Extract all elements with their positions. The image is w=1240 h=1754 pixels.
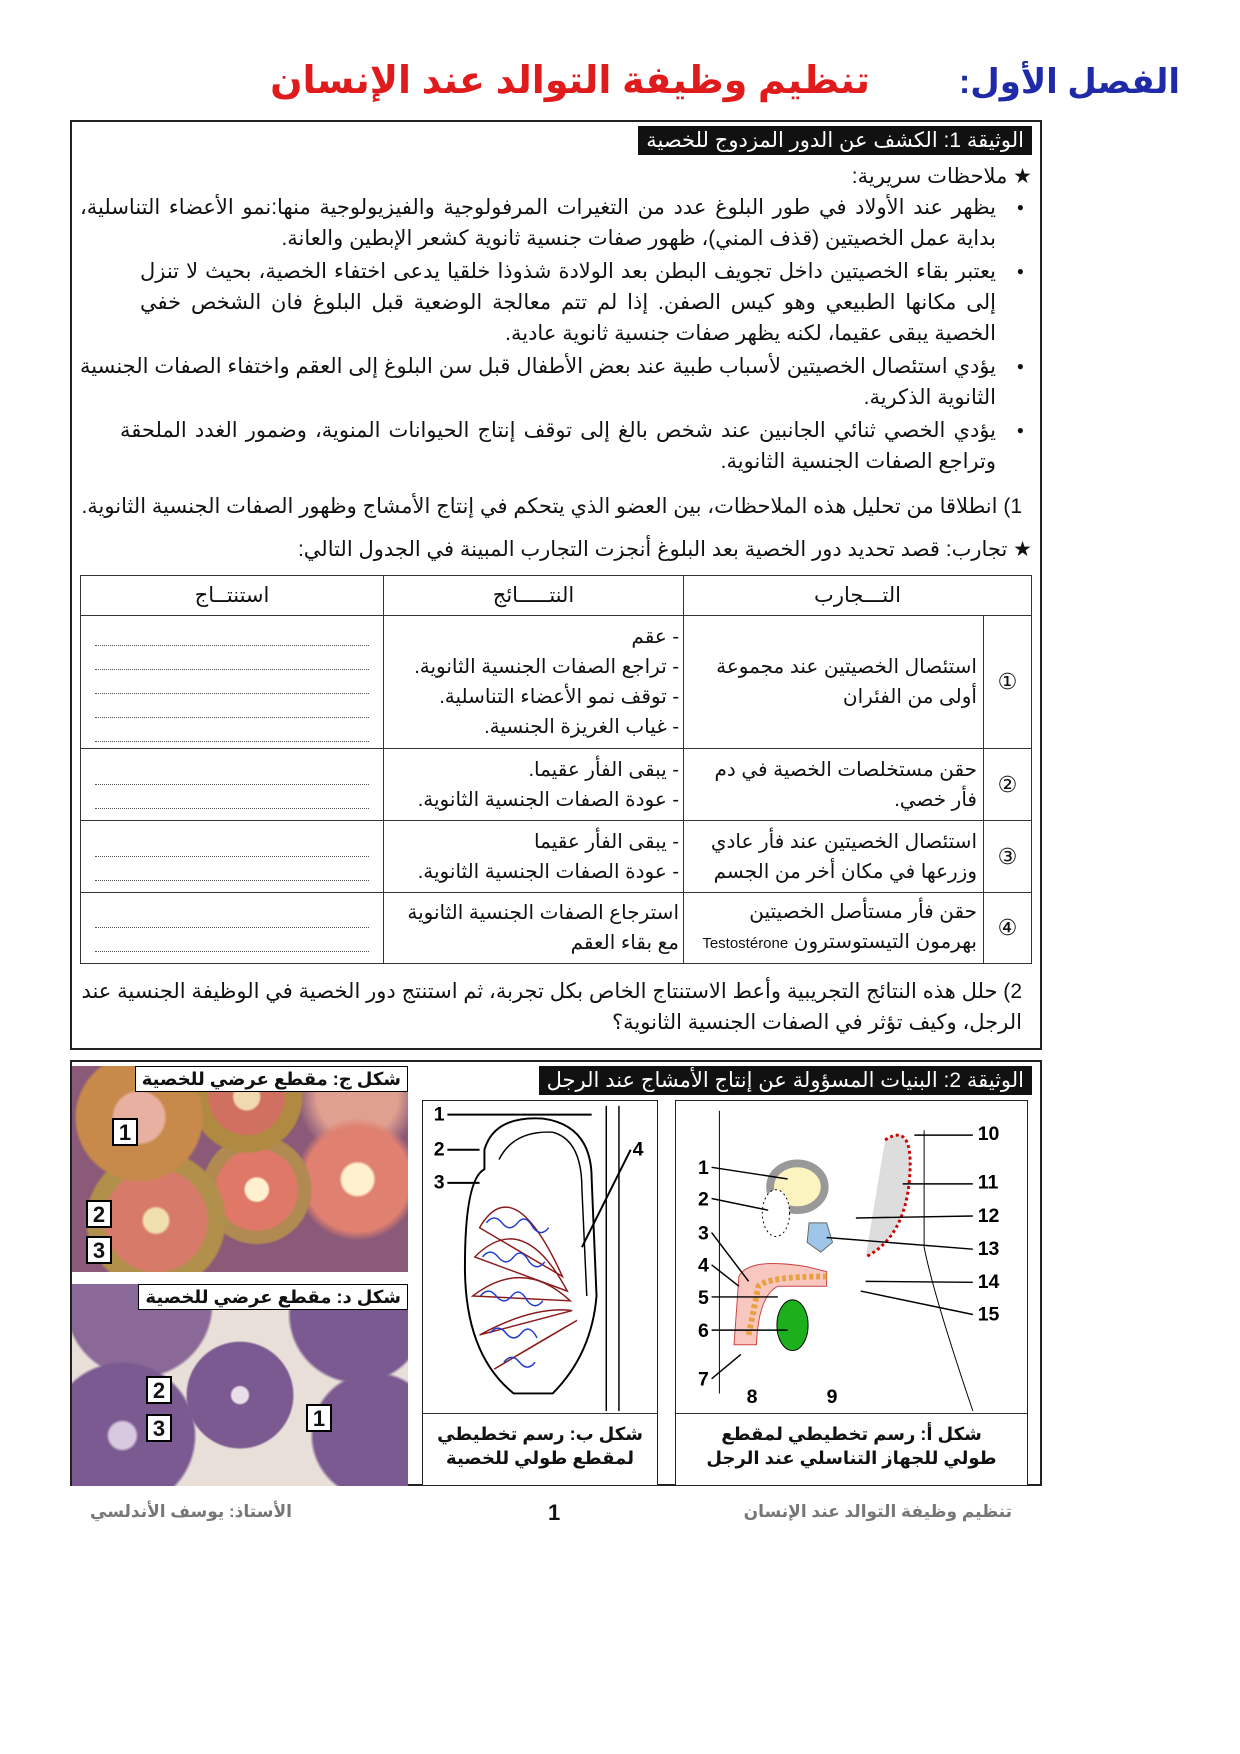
document-1-label: الوثيقة 1: الكشف عن الدور المزدوج للخصية xyxy=(638,126,1032,155)
figure-b-label-4: 4 xyxy=(632,1138,644,1161)
page-content xyxy=(70,120,1042,1536)
observation-item: ● يعتبر بقاء الخصيتين داخل تجويف البطن بعد الولادة شذوذا خلقيا يدعى اختفاء الخصية، بحيث لا تنزل إلى مكانها الطبيعي وهو كيس الصفن. إذا لم تتم معالجة الوضعية قبل البلوغ فان الشخص خفي الخصية يبقى عقيما، لكنه يظهر صفات جنسية ثانوية عادية. xyxy=(80,256,1032,349)
page-title: تنظيم وظيفة التوالد عند الإنسان xyxy=(270,60,870,102)
experiment-number: ② xyxy=(984,749,1032,821)
experiment-cell xyxy=(684,893,984,964)
observations-list xyxy=(80,192,1032,477)
figure-a-label-6: 6 xyxy=(697,1319,709,1342)
figure-a-label-12: 12 xyxy=(977,1204,1000,1227)
figure-c-photo xyxy=(72,1066,408,1272)
male-reproductive-system-diagram xyxy=(676,1101,1026,1411)
experiment-cell: استئصال الخصيتين عند مجموعة أولى من الفئران xyxy=(684,616,984,749)
figure-a-label-1: 1 xyxy=(697,1157,709,1180)
figure-b-label-1: 1 xyxy=(433,1103,445,1126)
figure-d-label-2: 2 xyxy=(146,1376,172,1404)
figure-d-caption: شكل د: مقطع عرضي للخصية xyxy=(138,1284,408,1310)
table-row xyxy=(81,616,1032,749)
testis-longitudinal-diagram xyxy=(423,1101,656,1411)
column-header: التـــجارب xyxy=(684,576,1032,616)
table-row xyxy=(81,821,1032,893)
result-line: - تراجع الصفات الجنسية الثانوية. xyxy=(414,656,679,678)
conclusion-answer-field[interactable] xyxy=(81,616,384,749)
figure-a-label-7: 7 xyxy=(697,1368,709,1391)
observation-item: ● يؤدي استئصال الخصيتين لأسباب طبية عند بعض الأطفال قبل سن البلوغ إلى العقم واختفاء الصفات الجنسية الثانوية الذكرية. xyxy=(80,351,1032,413)
result-line: - عودة الصفات الجنسية الثانوية. xyxy=(417,788,679,811)
figure-b xyxy=(422,1100,658,1486)
results-cell xyxy=(384,893,684,964)
figure-d-label-3: 3 xyxy=(146,1414,172,1442)
experiment-cell: حقن مستخلصات الخصية في دم فأر خصي. xyxy=(684,749,984,821)
conclusion-answer-field[interactable] xyxy=(81,893,384,964)
experiment-number: ④ xyxy=(984,893,1032,964)
footer xyxy=(70,1496,1042,1536)
figure-a-caption: شكل أ: رسم تخطيطي لمقطع طولي للجهاز التناسلي عند الرجل xyxy=(676,1413,1027,1485)
experiment-text: حقن فأر مستأصل الخصيتين بهرمون التيستوسترون xyxy=(749,901,977,953)
result-line: استرجاع الصفات الجنسية الثانوية xyxy=(407,902,679,924)
result-line: - عودة الصفات الجنسية الثانوية. xyxy=(417,860,679,883)
result-line: - توقف نمو الأعضاء التناسلية. xyxy=(439,686,679,708)
figure-a-label-10: 10 xyxy=(977,1122,1000,1145)
table-row xyxy=(81,749,1032,821)
figure-a-label-13: 13 xyxy=(977,1238,1000,1261)
result-line: مع بقاء العقم xyxy=(570,932,679,954)
question-1: 1) انطلاقا من تحليل هذه الملاحظات، بين العضو الذي يتحكم في إنتاج الأمشاج وظهور الصفات الجنسية الثانوية. xyxy=(81,495,1022,518)
figure-a xyxy=(675,1100,1028,1486)
figure-c-label-2: 2 xyxy=(86,1200,112,1228)
results-cell xyxy=(384,821,684,893)
experiment-cell: استئصال الخصيتين عند فأر عادي وزرعها في مكان أخر من الجسم xyxy=(684,821,984,893)
chapter-label: الفصل الأول: xyxy=(958,63,1180,101)
hormone-name: Testostérone xyxy=(702,935,789,952)
figure-c-label-3: 3 xyxy=(86,1236,112,1264)
figure-a-label-3: 3 xyxy=(697,1222,709,1245)
observation-item: ● يظهر عند الأولاد في طور البلوغ عدد من التغيرات المرفولوجية والفيزيولوجية منها:نمو الأعضاء التناسلية، بداية عمل الخصيتين (قذف المني)، ظهور صفات جنسية ثانوية كشعر الإبطين والعانة. xyxy=(80,192,1032,254)
figure-b-caption: شكل ب: رسم تخطيطي لمقطع طولي للخصية xyxy=(423,1413,657,1485)
figure-b-label-2: 2 xyxy=(433,1138,445,1161)
column-header: استنتــاج xyxy=(81,576,384,616)
table-row xyxy=(81,893,1032,964)
figure-b-label-3: 3 xyxy=(433,1171,445,1194)
document-2-label: الوثيقة 2: البنيات المسؤولة عن إنتاج الأمشاج عند الرجل xyxy=(539,1066,1032,1095)
figure-a-label-15: 15 xyxy=(977,1303,1000,1326)
table-header-row xyxy=(81,576,1032,616)
experiments-table xyxy=(80,575,1032,964)
observation-item: ● يؤدي الخصي ثنائي الجانبين عند شخص بالغ إلى توقف إنتاج الحيوانات المنوية، وضمور الغدد الملحقة وتراجع الصفات الجنسية الثانوية. xyxy=(80,415,1032,477)
figure-c-caption: شكل ج: مقطع عرضي للخصية xyxy=(135,1066,408,1092)
result-line: - عقم xyxy=(631,626,679,648)
figure-a-label-11: 11 xyxy=(977,1171,999,1194)
figure-a-label-5: 5 xyxy=(697,1286,709,1309)
results-cell xyxy=(384,749,684,821)
result-line: - يبقى الفأر عقيما. xyxy=(528,758,679,781)
results-cell xyxy=(384,616,684,749)
document-1 xyxy=(70,120,1042,1050)
experiment-number: ① xyxy=(984,616,1032,749)
footer-title: تنظيم وظيفة التوالد عند الإنسان xyxy=(743,1502,1012,1521)
figure-a-label-14: 14 xyxy=(977,1271,1000,1294)
experiments-title: ★ تجارب: قصد تحديد دور الخصية بعد البلوغ أنجزت التجارب المبينة في الجدول التالي: xyxy=(297,538,1032,561)
footer-author: الأستاذ: يوسف الأندلسي xyxy=(90,1502,292,1521)
figure-a-label-8: 8 xyxy=(746,1386,758,1409)
column-header: النتـــــائج xyxy=(384,576,684,616)
figure-a-label-9: 9 xyxy=(826,1386,838,1409)
document-2 xyxy=(70,1060,1042,1486)
figure-c-label-1: 1 xyxy=(112,1118,138,1146)
page-number: 1 xyxy=(548,1500,561,1525)
figure-a-label-4: 4 xyxy=(697,1254,709,1277)
conclusion-answer-field[interactable] xyxy=(81,821,384,893)
experiment-number: ③ xyxy=(984,821,1032,893)
observations-title: ★ ملاحظات سريرية: xyxy=(851,165,1032,188)
conclusion-answer-field[interactable] xyxy=(81,749,384,821)
figure-a-label-2: 2 xyxy=(697,1188,709,1211)
figure-d-label-1: 1 xyxy=(306,1404,332,1432)
question-2: 2) حلل هذه النتائج التجريبية وأعط الاستنتاج الخاص بكل تجربة، ثم استنتج دور الخصية في الوظيفة الجنسية عند الرجل، وكيف تؤثر في الصفات الجنسية الثانوية؟ xyxy=(81,980,1022,1034)
figure-d-photo xyxy=(72,1284,408,1486)
result-line: - يبقى الفأر عقيما xyxy=(534,830,679,853)
result-line: - غياب الغريزة الجنسية. xyxy=(484,716,679,738)
